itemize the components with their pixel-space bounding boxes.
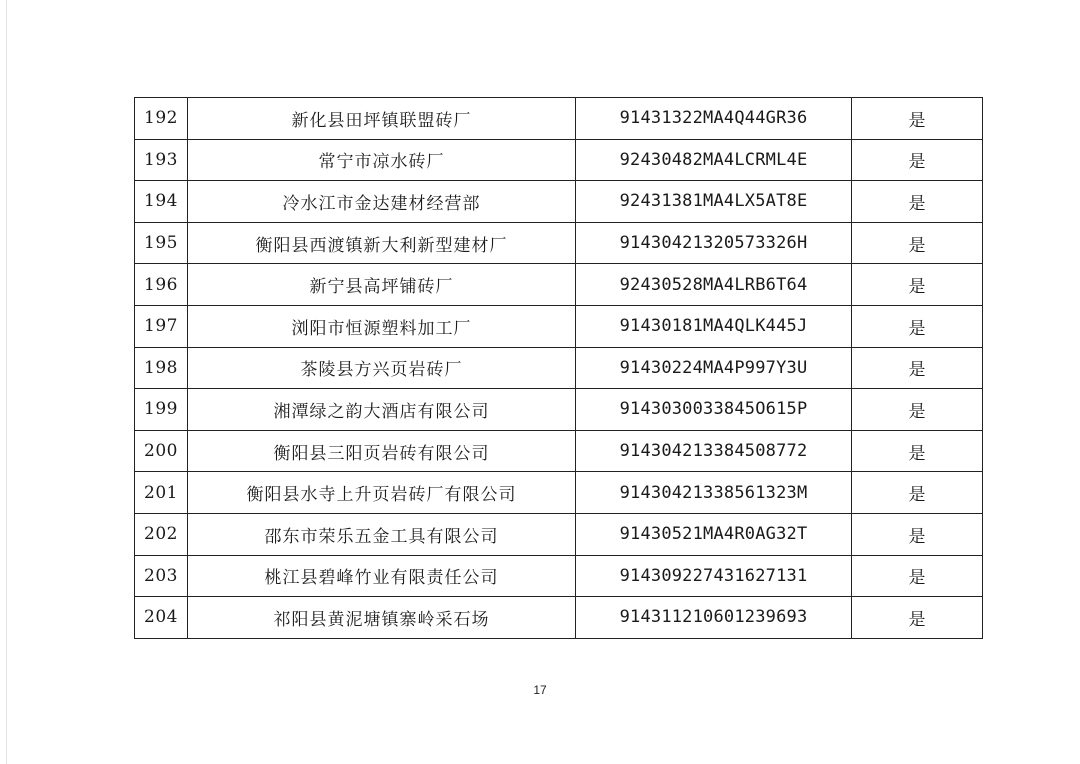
credit-code-cell: 92431381MA4LX5AT8E xyxy=(576,181,852,223)
company-name-cell: 新化县田坪镇联盟砖厂 xyxy=(188,98,576,140)
status-cell: 是 xyxy=(852,222,983,264)
credit-code-cell: 92430482MA4LCRML4E xyxy=(576,139,852,181)
row-number-cell: 202 xyxy=(135,513,188,555)
company-name-cell: 邵东市荣乐五金工具有限公司 xyxy=(188,513,576,555)
company-name-cell: 冷水江市金达建材经营部 xyxy=(188,181,576,223)
status-cell: 是 xyxy=(852,472,983,514)
credit-code-cell: 91430181MA4QLK445J xyxy=(576,305,852,347)
table-row xyxy=(135,139,983,181)
table-row xyxy=(135,555,983,597)
row-number-cell: 204 xyxy=(135,597,188,639)
status-cell: 是 xyxy=(852,430,983,472)
row-number-cell: 200 xyxy=(135,430,188,472)
table-body xyxy=(135,98,983,639)
row-number-cell: 201 xyxy=(135,472,188,514)
company-name-cell: 新宁县高坪铺砖厂 xyxy=(188,264,576,306)
table-row xyxy=(135,222,983,264)
credit-code-cell: 9143030033845O615P xyxy=(576,389,852,431)
credit-code-cell: 914304213384508772 xyxy=(576,430,852,472)
status-cell: 是 xyxy=(852,513,983,555)
credit-code-cell: 92430528MA4LRB6T64 xyxy=(576,264,852,306)
table-row xyxy=(135,181,983,223)
enterprise-list-table xyxy=(134,97,983,639)
table-row xyxy=(135,305,983,347)
table-row xyxy=(135,347,983,389)
company-name-cell: 祁阳县黄泥塘镇寨岭采石场 xyxy=(188,597,576,639)
page-number: 17 xyxy=(533,683,547,697)
row-number-cell: 193 xyxy=(135,139,188,181)
row-number-cell: 196 xyxy=(135,264,188,306)
company-name-cell: 衡阳县西渡镇新大利新型建材厂 xyxy=(188,222,576,264)
table-row xyxy=(135,264,983,306)
credit-code-cell: 914311210601239693 xyxy=(576,597,852,639)
table-row xyxy=(135,597,983,639)
row-number-cell: 199 xyxy=(135,389,188,431)
row-number-cell: 197 xyxy=(135,305,188,347)
company-name-cell: 桃江县碧峰竹业有限责任公司 xyxy=(188,555,576,597)
page-edge-line xyxy=(6,0,7,764)
row-number-cell: 194 xyxy=(135,181,188,223)
company-name-cell: 浏阳市恒源塑料加工厂 xyxy=(188,305,576,347)
credit-code-cell: 91430421338561323M xyxy=(576,472,852,514)
status-cell: 是 xyxy=(852,597,983,639)
table-row xyxy=(135,98,983,140)
credit-code-cell: 91430224MA4P997Y3U xyxy=(576,347,852,389)
company-name-cell: 湘潭绿之韵大酒店有限公司 xyxy=(188,389,576,431)
status-cell: 是 xyxy=(852,181,983,223)
status-cell: 是 xyxy=(852,139,983,181)
row-number-cell: 195 xyxy=(135,222,188,264)
status-cell: 是 xyxy=(852,555,983,597)
status-cell: 是 xyxy=(852,98,983,140)
credit-code-cell: 91430521MA4R0AG32T xyxy=(576,513,852,555)
row-number-cell: 192 xyxy=(135,98,188,140)
table-row xyxy=(135,430,983,472)
credit-code-cell: 91430421320573326H xyxy=(576,222,852,264)
table-row xyxy=(135,389,983,431)
company-name-cell: 衡阳县水寺上升页岩砖厂有限公司 xyxy=(188,472,576,514)
status-cell: 是 xyxy=(852,389,983,431)
status-cell: 是 xyxy=(852,347,983,389)
status-cell: 是 xyxy=(852,264,983,306)
row-number-cell: 198 xyxy=(135,347,188,389)
company-name-cell: 茶陵县方兴页岩砖厂 xyxy=(188,347,576,389)
credit-code-cell: 914309227431627131 xyxy=(576,555,852,597)
company-name-cell: 衡阳县三阳页岩砖有限公司 xyxy=(188,430,576,472)
table-row xyxy=(135,513,983,555)
table-row xyxy=(135,472,983,514)
status-cell: 是 xyxy=(852,305,983,347)
company-name-cell: 常宁市凉水砖厂 xyxy=(188,139,576,181)
credit-code-cell: 91431322MA4Q44GR36 xyxy=(576,98,852,140)
row-number-cell: 203 xyxy=(135,555,188,597)
